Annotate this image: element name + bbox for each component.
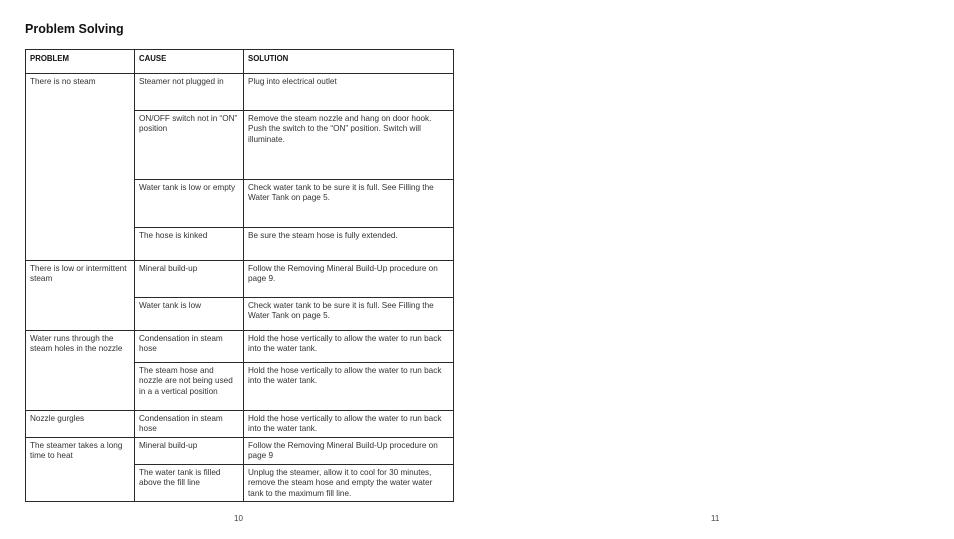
- page-title: Problem Solving: [25, 22, 124, 36]
- cause-cell: The water tank is filled above the fill line: [135, 465, 244, 502]
- table-header-row: [26, 50, 454, 74]
- cause-cell: Mineral build-up: [135, 261, 244, 298]
- table-row: [26, 411, 454, 438]
- cause-cell: Mineral build-up: [135, 438, 244, 465]
- cause-cell: Condensation in steam hose: [135, 331, 244, 363]
- solution-cell: Unplug the steamer, allow it to cool for 30 minutes, remove the steam hose and empty the water water tank to the maximum fill line.: [244, 465, 454, 502]
- solution-cell: Hold the hose vertically to allow the water to run back into the water tank.: [244, 331, 454, 363]
- cause-cell: The steam hose and nozzle are not being used in a a vertical position: [135, 363, 244, 411]
- header-cause: CAUSE: [135, 50, 244, 74]
- solution-cell: Hold the hose vertically to allow the water to run back into the water tank.: [244, 363, 454, 411]
- solution-cell: Follow the Removing Mineral Build-Up procedure on page 9: [244, 438, 454, 465]
- table-row: [26, 74, 454, 111]
- problem-solving-table: [25, 49, 454, 502]
- solution-cell: Check water tank to be sure it is full. See Filling the Water Tank on page 5.: [244, 298, 454, 331]
- problem-cell: There is low or intermittent steam: [26, 261, 135, 331]
- cause-cell: Steamer not plugged in: [135, 74, 244, 111]
- solution-cell: Remove the steam nozzle and hang on door hook. Push the switch to the “ON” position. Switch will illuminate.: [244, 111, 454, 180]
- problem-cell: Water runs through the steam holes in the nozzle: [26, 331, 135, 411]
- table-row: [26, 331, 454, 363]
- page-number-left: 10: [234, 514, 243, 523]
- problem-cell: There is no steam: [26, 74, 135, 261]
- cause-cell: ON/OFF switch not in “ON” position: [135, 111, 244, 180]
- solution-cell: Follow the Removing Mineral Build-Up procedure on page 9.: [244, 261, 454, 298]
- table-row: [26, 438, 454, 465]
- problem-cell: The steamer takes a long time to heat: [26, 438, 135, 502]
- cause-cell: Water tank is low or empty: [135, 180, 244, 228]
- header-problem: PROBLEM: [26, 50, 135, 74]
- solution-cell: Plug into electrical outlet: [244, 74, 454, 111]
- cause-cell: The hose is kinked: [135, 228, 244, 261]
- cause-cell: Condensation in steam hose: [135, 411, 244, 438]
- problem-cell: Nozzle gurgles: [26, 411, 135, 438]
- solution-cell: Be sure the steam hose is fully extended.: [244, 228, 454, 261]
- page-number-right: 11: [711, 514, 720, 523]
- solution-cell: Check water tank to be sure it is full. See Filling the Water Tank on page 5.: [244, 180, 454, 228]
- solution-cell: Hold the hose vertically to allow the water to run back into the water tank.: [244, 411, 454, 438]
- cause-cell: Water tank is low: [135, 298, 244, 331]
- header-solution: SOLUTION: [244, 50, 454, 74]
- table-row: [26, 261, 454, 298]
